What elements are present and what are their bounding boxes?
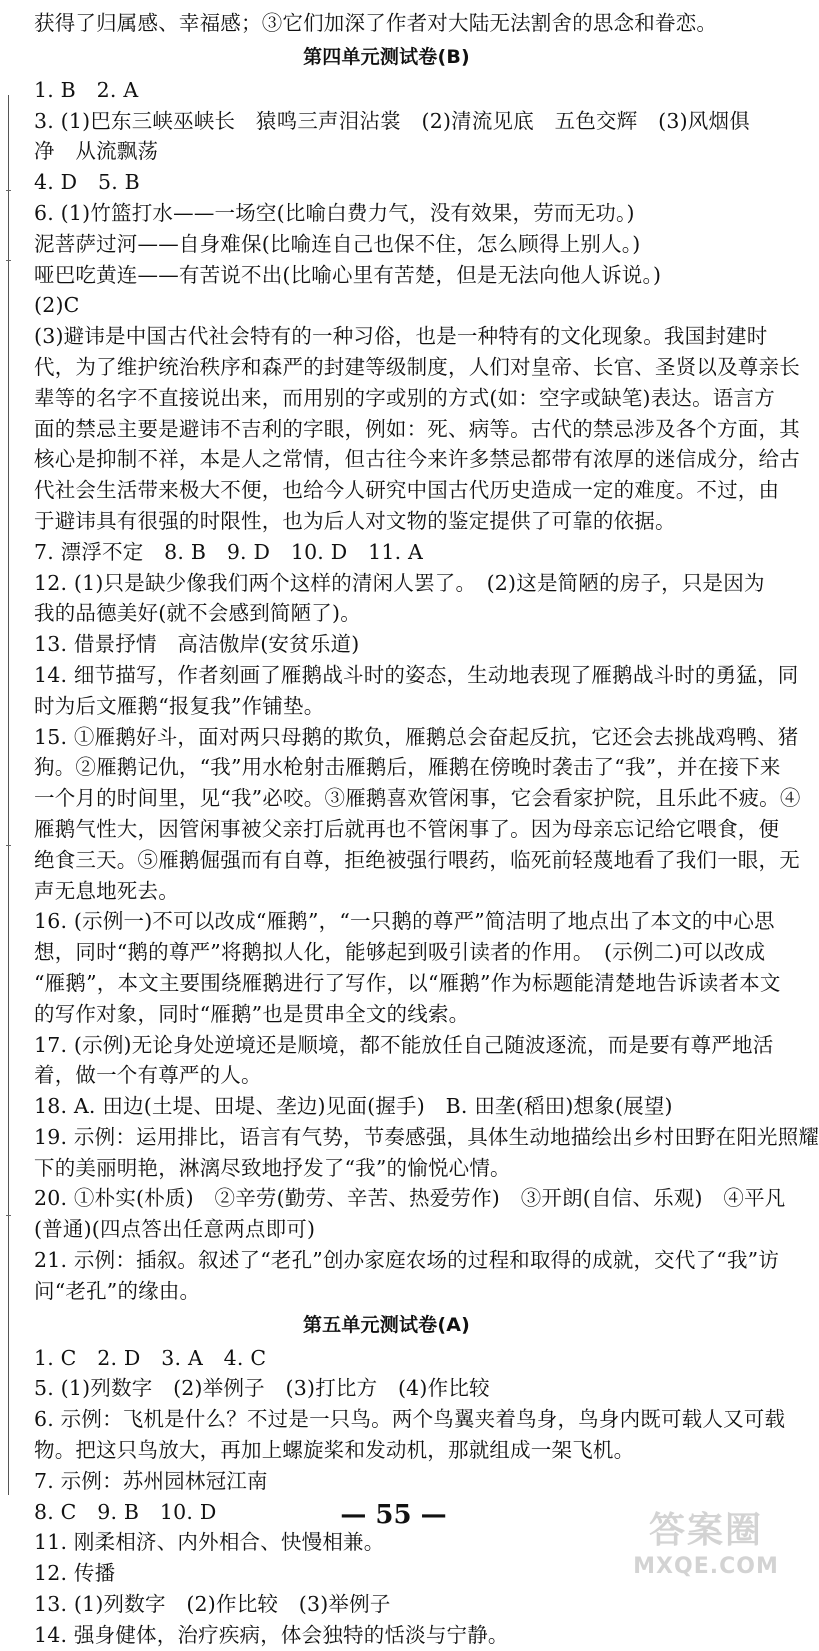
margin-tick	[6, 190, 11, 191]
text-line: 物。把这只鸟放大，再加上螺旋桨和发动机，那就组成一架飞机。	[34, 1438, 635, 1463]
text-line: 6. 示例：飞机是什么？不过是一只鸟。两个鸟翼夹着鸟身，鸟身内既可载人又可载	[34, 1407, 786, 1432]
text-line: 辈等的名字不直接说出来，而用别的字或别的方式(如：空字或缺笔)表达。语言方	[34, 385, 775, 410]
text-line: 8. C 9. B 10. D	[34, 1499, 217, 1524]
left-margin-rule	[8, 95, 9, 1495]
text-line: 17. (示例)无论身处逆境还是顺境，都不能放任自己随波逐流，而是要有尊严地活	[34, 1032, 774, 1057]
text-line: 想，同时“鹅的尊严”将鹅拟人化，能够起到吸引读者的作用。 (示例二)可以改成	[34, 940, 766, 965]
text-line: “雁鹅”，本文主要围绕雁鹅进行了写作，以“雁鹅”作为标题能清楚地告诉读者本文	[34, 970, 781, 995]
text-line: 的写作对象，同时“雁鹅”也是贯串全文的线索。	[34, 1001, 470, 1026]
text-line: 获得了归属感、幸福感；③它们加深了作者对大陆无法割舍的思念和眷恋。	[34, 11, 718, 35]
text-line: 7. 示例：苏州园林冠江南	[34, 1468, 268, 1493]
text-line: 16. (示例一)不可以改成“雁鹅”，“一只鹅的尊严”简洁明了地点出了本文的中心思	[34, 909, 775, 934]
text-line: 5. (1)列数字 (2)举例子 (3)打比方 (4)作比较	[34, 1376, 490, 1401]
text-line: 19. 示例：运用排比，语言有气势，节奏感强，具体生动地描绘出乡村田野在阳光照耀	[34, 1124, 819, 1149]
watermark-logo	[631, 1510, 781, 1596]
text-line: 代社会生活带来极大不便，也给今人研究中国古代历史造成一定的难度。不过，由	[34, 478, 780, 503]
text-line: 绝食三天。⑤雁鹅倔强而有自尊，拒绝被强行喂药，临死前轻蔑地看了我们一眼，无	[34, 847, 800, 872]
text-line: (3)避讳是中国古代社会特有的一种习俗，也是一种特有的文化现象。我国封建时	[34, 324, 768, 349]
text-line: (2)C	[34, 293, 80, 318]
text-line: 12. (1)只是缺少像我们两个这样的清闲人罢了。 (2)这是简陋的房子，只是因为	[34, 570, 765, 595]
text-line: 21. 示例：插叙。叙述了“老孔”创办家庭农场的过程和取得的成就，交代了“我”访	[34, 1248, 780, 1273]
text-line: 泥菩萨过河——自身难保(比喻连自己也保不住，怎么顾得上别人。)	[34, 231, 641, 256]
section-heading: 第四单元测试卷(B)	[303, 45, 470, 68]
text-line: (普通)(四点答出任意两点即可)	[34, 1217, 316, 1242]
text-line: 净 从流飘荡	[34, 139, 159, 164]
text-line: 1. B 2. A	[34, 77, 139, 102]
text-line: 13. (1)列数字 (2)作比较 (3)举例子	[34, 1592, 391, 1617]
text-line: 狗。②雁鹅记仇，“我”用水枪射击雁鹅后，雁鹅在傍晚时袭击了“我”，并在接下来	[34, 755, 781, 780]
text-line: 着，做一个有尊严的人。	[34, 1063, 262, 1088]
text-line: 于避讳具有很强的时限性，也为后人对文物的鉴定提供了可靠的依据。	[34, 508, 676, 533]
text-line: 哑巴吃黄连——有苦说不出(比喻心里有苦楚，但是无法向他人诉说。)	[34, 262, 662, 287]
text-line: 7. 漂浮不定 8. B 9. D 10. D 11. A	[34, 539, 424, 564]
text-line: 核心是抑制不祥，本是人之常情，但古往今来许多禁忌都带有浓厚的迷信成分，给古	[34, 447, 800, 472]
text-line: 13. 借景抒情 高洁傲岸(安贫乐道)	[34, 632, 360, 657]
watermark-bottom-text: MXQE.COM	[633, 1554, 779, 1579]
text-line: 15. ①雁鹅好斗，面对两只母鹅的欺负，雁鹅总会奋起反抗，它还会去挑战鸡鸭、猪	[34, 724, 799, 749]
answer-content	[34, 8, 819, 1651]
text-line: 20. ①朴实(朴质) ②辛劳(勤劳、辛苦、热爱劳作) ③开朗(自信、乐观) ④平凡	[34, 1186, 786, 1211]
text-line: 时为后文雁鹅“报复我”作铺垫。	[34, 693, 325, 718]
text-line: 代，为了维护统治秩序和森严的封建等级制度，人们对皇帝、长官、圣贤以及尊亲长	[34, 354, 800, 379]
text-line: 1. C 2. D 3. A 4. C	[34, 1345, 267, 1370]
section-heading: 第五单元测试卷(A)	[302, 1313, 471, 1336]
text-line: 4. D 5. B	[34, 170, 140, 195]
text-line: 雁鹅气性大，因管闲事被父亲打后就再也不管闲事了。因为母亲忘记给它喂食，便	[34, 816, 780, 841]
text-line: 声无息地死去。	[34, 878, 179, 903]
text-line: 14. 强身健体，治疗疾病，体会独特的恬淡与宁静。	[34, 1622, 509, 1647]
text-line: 问“老孔”的缘由。	[34, 1278, 201, 1303]
margin-tick	[6, 845, 11, 846]
text-line: 一个月的时间里，见“我”必咬。③雁鹅喜欢管闲事，它会看家护院，且乐此不疲。④	[34, 786, 801, 811]
text-line: 11. 刚柔相济、内外相合、快慢相兼。	[34, 1530, 385, 1555]
text-line: 3. (1)巴东三峡巫峡长 猿鸣三声泪沾裳 (2)清流见底 五色交辉 (3)风烟俱	[34, 108, 750, 133]
text-line: 面的禁忌主要是避讳不吉利的字眼，例如：死、病等。古代的禁忌涉及各个方面，其	[34, 416, 800, 441]
text-line: 14. 细节描写，作者刻画了雁鹅战斗时的姿态，生动地表现了雁鹅战斗时的勇猛，同	[34, 662, 799, 687]
text-line: 下的美丽明艳，淋漓尽致地抒发了“我”的愉悦心情。	[34, 1155, 511, 1180]
text-line: 18. A. 田边(土堤、田堤、垄边)见面(握手) B. 田垄(稻田)想象(展望)	[34, 1094, 673, 1119]
watermark-top-text: 答案圈	[648, 1510, 763, 1551]
margin-tick	[6, 1215, 11, 1216]
text-line: 12. 传播	[34, 1561, 116, 1586]
text-line: 我的品德美好(就不会感到简陋了)。	[34, 601, 361, 626]
text-line: 6. (1)竹篮打水——一场空(比喻白费力气，没有效果，劳而无功。)	[34, 200, 635, 225]
page-number: — 55 —	[340, 1500, 447, 1530]
margin-tick	[6, 260, 11, 261]
